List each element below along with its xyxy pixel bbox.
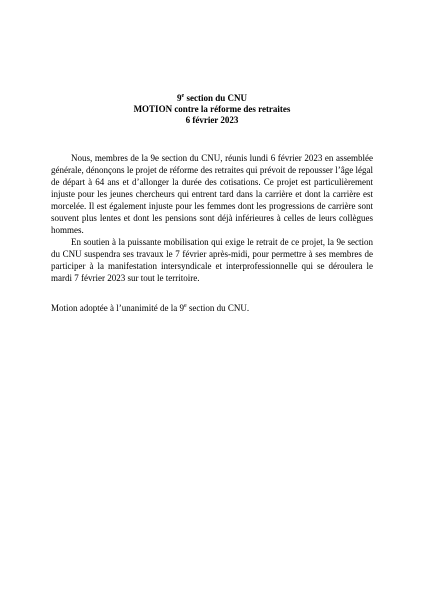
motion-date: 6 février 2023 <box>185 115 239 125</box>
adoption-statement-tail: section du CNU. <box>186 303 250 313</box>
section-number: 9 <box>177 93 182 103</box>
section-heading-text: section du CNU <box>184 93 247 103</box>
adoption-ordinal-superscript: e <box>183 303 187 309</box>
section-heading <box>60 93 364 104</box>
document-header <box>60 93 364 126</box>
motion-body <box>51 152 373 284</box>
body-paragraph-2: En soutien à la puissante mobilisation qui exige le retrait de ce projet, la 9e section du CNU suspendra ses travaux le 7 février après-midi, pour permettre à ses membres de participer à la manifestation intersyndicale et interprofessionnelle qui se déroulera le mardi 7 février 2023 sur tout le territoire. <box>51 237 373 283</box>
motion-title: MOTION contre la réforme des retraites <box>133 104 291 114</box>
body-paragraph-1: Nous, membres de la 9e section du CNU, réunis lundi 6 février 2023 en assemblée générale, dénonçons le projet de réforme des retraites qui prévoit de repousser l’âge légal de départ à 64 ans et d’allonger la durée des cotisations. Ce projet est particulièrement injuste pour les jeunes chercheurs qui entrent tard dans la carrière et dont la carrière est morcelée. Il est également injuste pour les femmes dont les progressions de carrière sont souvent plus lentes et dont les pensions sont déjà inférieures à celles de leurs collègues hommes. <box>51 153 373 235</box>
adoption-statement-text: Motion adoptée à l’unanimité de la 9 <box>51 303 184 313</box>
adoption-statement <box>51 302 373 314</box>
section-ordinal-superscript: e <box>181 93 185 99</box>
